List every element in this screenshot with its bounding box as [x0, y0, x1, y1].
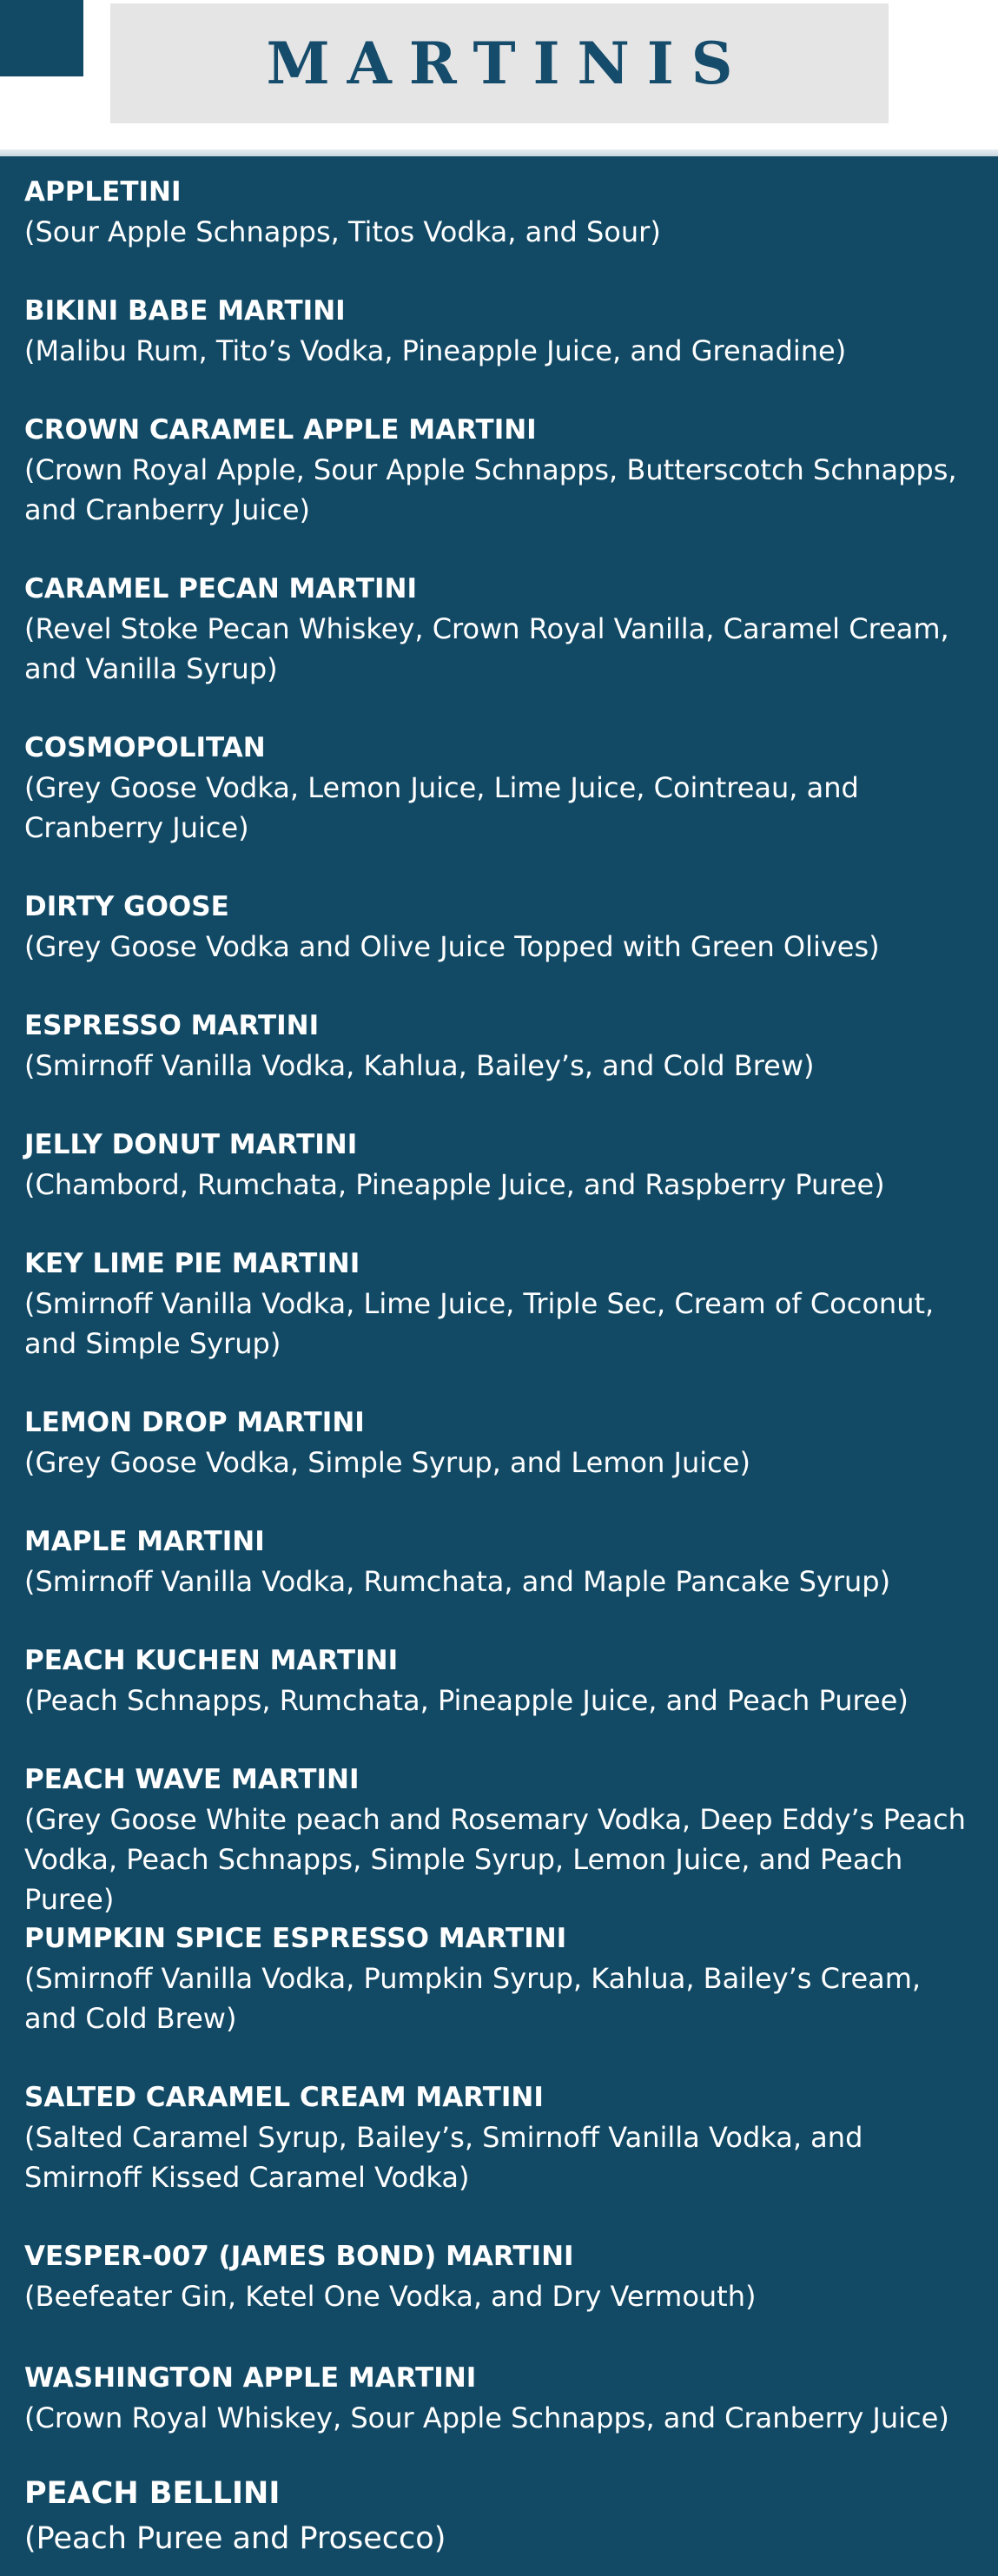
drink-ingredients: (Grey Goose White peach and Rosemary Vodka, Deep Eddy’s Peach Vodka, Peach Schnapps, Simple Syrup, Lemon Juice, and Peach Puree) [24, 1803, 966, 1916]
drink-ingredients: (Grey Goose Vodka, Lemon Juice, Lime Juice, Cointreau, and Cranberry Juice) [24, 771, 859, 844]
drink-name: PEACH WAVE MARTINI [24, 1764, 360, 1795]
drink-name: KEY LIME PIE MARTINI [24, 1248, 360, 1279]
drink-ingredients: (Smirnoff Vanilla Vodka, Lime Juice, Triple Sec, Cream of Coconut, and Simple Syrup) [24, 1287, 935, 1360]
menu-item-salted-caramel-cream-martini [24, 2077, 980, 2197]
menu-item-washington-apple-martini [24, 2358, 980, 2438]
drink-ingredients: (Chambord, Rumchata, Pineapple Juice, and Raspberry Puree) [24, 1168, 885, 1201]
menu-item-cosmopolitan [24, 728, 980, 848]
menu-item-appletini [24, 172, 980, 252]
drink-ingredients: (Crown Royal Whiskey, Sour Apple Schnapps, and Cranberry Juice) [24, 2401, 949, 2434]
menu-item-crown-caramel-apple-martini [24, 410, 980, 530]
drink-ingredients: (Smirnoff Vanilla Vodka, Kahlua, Bailey’s, and Cold Brew) [24, 1049, 815, 1082]
menu-item-lemon-drop-martini [24, 1403, 980, 1483]
drink-ingredients: (Grey Goose Vodka, Simple Syrup, and Lemon Juice) [24, 1446, 750, 1479]
header-banner [110, 3, 889, 123]
drink-name: BIKINI BABE MARTINI [24, 295, 346, 327]
menu-item-caramel-pecan-martini [24, 569, 980, 689]
drink-name: ESPRESSO MARTINI [24, 1010, 320, 1041]
drink-ingredients: (Peach Puree and Prosecco) [24, 2521, 446, 2556]
drink-name: WASHINGTON APPLE MARTINI [24, 2362, 477, 2394]
menu-item-pumpkin-spice-espresso-martini [24, 1919, 980, 2038]
drink-name: PEACH KUCHEN MARTINI [24, 1645, 399, 1676]
drink-ingredients: (Beefeater Gin, Ketel One Vodka, and Dry Vermouth) [24, 2280, 757, 2313]
menu-item-espresso-martini [24, 1006, 980, 1086]
drink-ingredients: (Malibu Rum, Tito’s Vodka, Pineapple Juice, and Grenadine) [24, 334, 847, 367]
drink-ingredients: (Peach Schnapps, Rumchata, Pineapple Juice, and Peach Puree) [24, 1684, 909, 1717]
menu-item-maple-martini [24, 1522, 980, 1602]
drink-ingredients: (Grey Goose Vodka and Olive Juice Topped with Green Olives) [24, 930, 880, 963]
menu-item-key-lime-pie-martini [24, 1244, 980, 1364]
drink-name: CROWN CARAMEL APPLE MARTINI [24, 414, 537, 446]
drink-name: DIRTY GOOSE [24, 891, 229, 922]
corner-accent-block [0, 0, 83, 76]
drink-name: CARAMEL PECAN MARTINI [24, 573, 418, 604]
drink-name: VESPER-007 (JAMES BOND) MARTINI [24, 2241, 574, 2272]
drink-name: COSMOPOLITAN [24, 732, 266, 763]
drink-name: SALTED CARAMEL CREAM MARTINI [24, 2082, 544, 2113]
drink-name: PUMPKIN SPICE ESPRESSO MARTINI [24, 1923, 567, 1954]
menu-panel [0, 156, 998, 2576]
drink-ingredients: (Revel Stoke Pecan Whiskey, Crown Royal Vanilla, Caramel Cream, and Vanilla Syrup) [24, 612, 949, 685]
menu-item-peach-wave-martini [24, 1760, 980, 1919]
menu-item-bikini-babe-martini [24, 291, 980, 371]
menu-item-peach-kuchen-martini [24, 1641, 980, 1721]
drink-name: MAPLE MARTINI [24, 1526, 265, 1557]
header-divider [0, 149, 998, 156]
drink-ingredients: (Sour Apple Schnapps, Titos Vodka, and Sour) [24, 215, 661, 248]
drink-ingredients: (Salted Caramel Syrup, Bailey’s, Smirnoff Vanilla Vodka, and Smirnoff Kissed Caramel Vodka) [24, 2121, 863, 2194]
menu-item-vesper-007-martini [24, 2236, 980, 2316]
drink-name: JELLY DONUT MARTINI [24, 1129, 358, 1160]
drink-ingredients: (Crown Royal Apple, Sour Apple Schnapps, Butterscotch Schnapps, and Cranberry Juice) [24, 453, 957, 526]
drink-name: LEMON DROP MARTINI [24, 1407, 365, 1438]
menu-item-jelly-donut-martini [24, 1125, 980, 1205]
drink-name: APPLETINI [24, 176, 182, 208]
drink-ingredients: (Smirnoff Vanilla Vodka, Pumpkin Syrup, Kahlua, Bailey’s Cream, and Cold Brew) [24, 1962, 922, 2035]
drink-ingredients: (Smirnoff Vanilla Vodka, Rumchata, and Maple Pancake Syrup) [24, 1565, 891, 1598]
page-title: MARTINIS [266, 30, 750, 97]
menu-item-dirty-goose [24, 887, 980, 967]
menu-item-peach-bellini [24, 2471, 980, 2561]
drink-name: PEACH BELLINI [24, 2476, 281, 2511]
